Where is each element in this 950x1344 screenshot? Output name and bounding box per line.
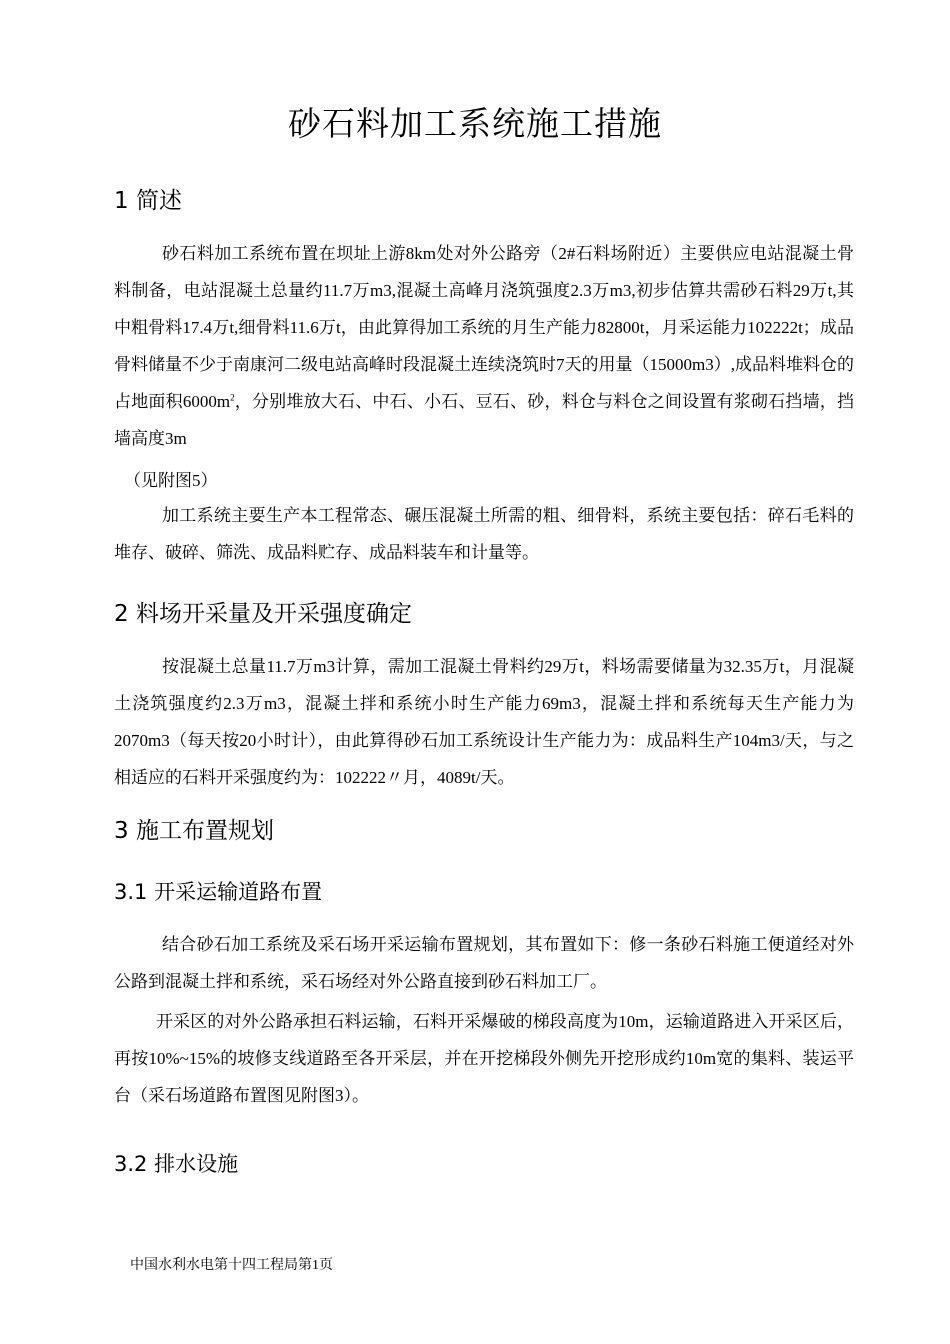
section-3-1-paragraph-1: 结合砂石加工系统及采石场开采运输布置规划，其布置如下：修一条砂石料施工便道经对外公路到混凝土拌和系统，采石场经对外公路直接到砂石料加工厂。 [114, 935, 854, 991]
section-3-1-heading: 3.1 开采运输道路布置 [114, 880, 323, 904]
section-1-paragraph-2: 加工系统主要生产本工程常态、碾压混凝土所需的粗、细骨料，系统主要包括：碎石毛料的堆存、破碎、筛洗、成品料贮存、成品料装车和计量等。 [114, 506, 854, 562]
page-footer: 中国水利水电第十四工程局第1页 [130, 1258, 333, 1273]
section-1-heading: 1 简述 [114, 188, 182, 214]
section-1-paragraph-1 [114, 235, 854, 457]
section-1-paragraph-1-text: 砂石料加工系统布置在坝址上游8km处对外公路旁（2#石料场附近）主要供应电站混凝土骨料制备，电站混凝土总量约11.7万m3,混凝土高峰月浇筑强度2.3万m3,初步估算共需砂石料29万t,其中粗骨料17.4万t,细骨料11.6万t，由此算得加工系统的月生产能力82800t，月采运能力102222t；成品骨料储量不少于南康河二级电站高峰时段混凝土连续浇筑时7天的用量（15000m3）,成品料堆料仓的占地面积6000m [114, 244, 854, 411]
superscript-2: 2 [230, 392, 235, 403]
section-1-paragraph-1-tail: ，分别堆放大石、中石、小石、豆石、砂，料仓与料仓之间设置有浆砌石挡墙，挡墙高度3m [114, 392, 854, 448]
section-3-heading: 3 施工布置规划 [114, 818, 274, 844]
section-2-heading: 2 料场开采量及开采强度确定 [114, 601, 412, 627]
section-2-paragraph-1: 按混凝土总量11.7万m3计算，需加工混凝土骨料约29万t，料场需要储量为32.35万t，月混凝土浇筑强度约2.3万m3，混凝土拌和系统小时生产能力69m3，混凝土拌和系统每天生产能力为2070m3（每天按20小时计），由此算得砂石加工系统设计生产能力为：成品料生产104m3/天，与之相适应的石料开采强度约为：102222〃月，4089t/天。 [114, 657, 854, 787]
section-3-1-paragraph-2: 开采区的对外公路承担石料运输，石料开采爆破的梯段高度为10m，运输道路进入开采区后，再按10%~15%的坡修支线道路至各开采层，并在开挖梯段外侧先开挖形成约10m宽的集料、装运平台（采石场道路布置图见附图3）。 [114, 1012, 854, 1105]
document-title: 砂石料加工系统施工措施 [288, 104, 662, 143]
section-3-2-heading: 3.2 排水设施 [114, 1152, 239, 1176]
figure-reference-note: （见附图5） [124, 471, 218, 490]
